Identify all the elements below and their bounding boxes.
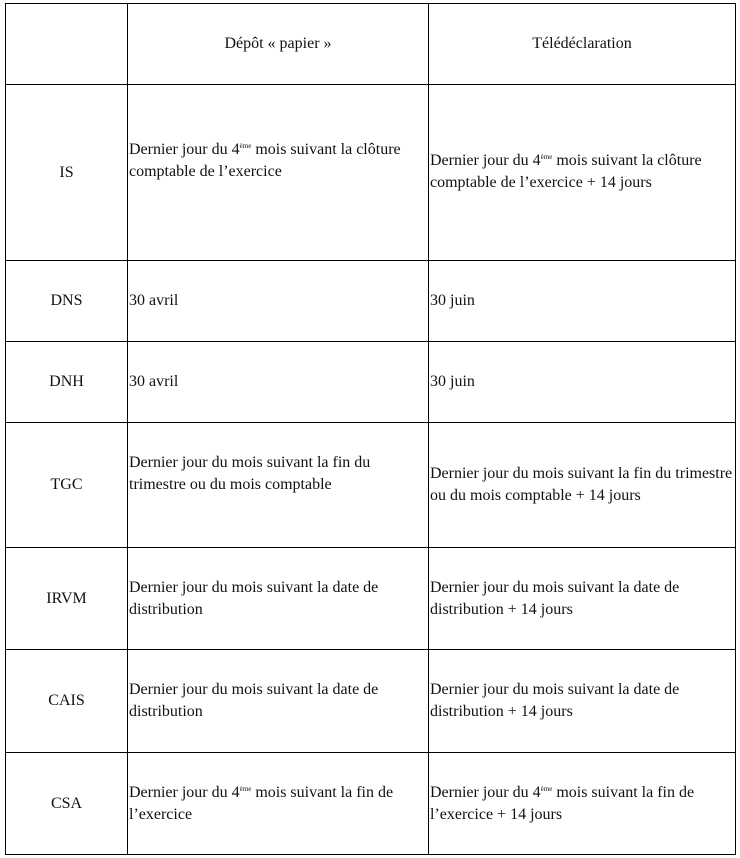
text-after: mois suivant la clôture comptable de l’exercice: [129, 140, 401, 180]
header-cell-paper: Dépôt « papier »: [128, 4, 429, 85]
row-label-irvm: IRVM: [6, 548, 128, 650]
cell-text: 30 juin: [430, 292, 475, 309]
cell-text: 30 avril: [129, 292, 179, 309]
cell-text: Dernier jour du mois suivant la date de distribution + 14 jours: [430, 681, 680, 720]
cell-text: [429, 782, 735, 826]
table-row: [6, 342, 736, 423]
header-cell-empty: [6, 4, 128, 85]
table-row: [6, 423, 736, 548]
table-row: [6, 753, 736, 855]
table-row: [6, 261, 736, 342]
text-after: mois suivant la fin de l’exercice: [129, 783, 394, 823]
cell-text: [128, 139, 428, 183]
cell-text: Dernier jour du mois suivant la fin du trimestre ou du mois comptable + 14 jours: [430, 465, 733, 504]
tele-cell-cais: [429, 650, 736, 753]
paper-cell-dnh: [128, 342, 429, 423]
ordinal-suffix: ème: [239, 784, 252, 793]
paper-cell-is: [128, 85, 429, 261]
table-header-row: [6, 4, 736, 85]
row-label-csa: CSA: [6, 753, 128, 855]
row-label-dnh: DNH: [6, 342, 128, 423]
ordinal-suffix: ème: [540, 152, 553, 161]
tele-cell-dnh: [429, 342, 736, 423]
tele-cell-csa: [429, 753, 736, 855]
cell-text: Dernier jour du mois suivant la date de distribution + 14 jours: [430, 578, 680, 618]
tele-cell-is: [429, 85, 736, 261]
paper-cell-irvm: [128, 548, 429, 650]
cell-text: Dernier jour du mois suivant la date de distribution: [129, 681, 379, 720]
text-before: Dernier jour du 4: [430, 783, 541, 801]
row-label-is: IS: [6, 85, 128, 261]
paper-cell-csa: [128, 753, 429, 855]
cell-text: Dernier jour du mois suivant la date de distribution: [129, 578, 379, 618]
text-before: Dernier jour du 4: [430, 151, 541, 169]
deadline-table: [5, 3, 736, 855]
table-row: [6, 650, 736, 753]
cell-text: 30 avril: [129, 373, 179, 390]
paper-cell-cais: [128, 650, 429, 753]
text-before: Dernier jour du 4: [129, 783, 240, 801]
row-label-dns: DNS: [6, 261, 128, 342]
tele-cell-dns: [429, 261, 736, 342]
tele-cell-tgc: [429, 423, 736, 548]
row-label-cais: CAIS: [6, 650, 128, 753]
paper-cell-dns: [128, 261, 429, 342]
text-after: mois suivant la clôture comptable de l’exercice + 14 jours: [430, 151, 702, 191]
text-after: mois suivant la fin de l’exercice + 14 jours: [430, 783, 695, 823]
cell-text: [128, 782, 428, 826]
tele-cell-irvm: [429, 548, 736, 650]
cell-text: [429, 150, 735, 194]
row-label-tgc: TGC: [6, 423, 128, 548]
ordinal-suffix: ème: [239, 141, 252, 150]
table-row: [6, 85, 736, 261]
text-before: Dernier jour du 4: [129, 140, 240, 158]
header-cell-tele: Télédéclaration: [429, 4, 736, 85]
cell-text: Dernier jour du mois suivant la fin du trimestre ou du mois comptable: [129, 454, 371, 493]
paper-cell-tgc: [128, 423, 429, 548]
table-row: [6, 548, 736, 650]
ordinal-suffix: ème: [540, 784, 553, 793]
cell-text: 30 juin: [430, 373, 475, 390]
